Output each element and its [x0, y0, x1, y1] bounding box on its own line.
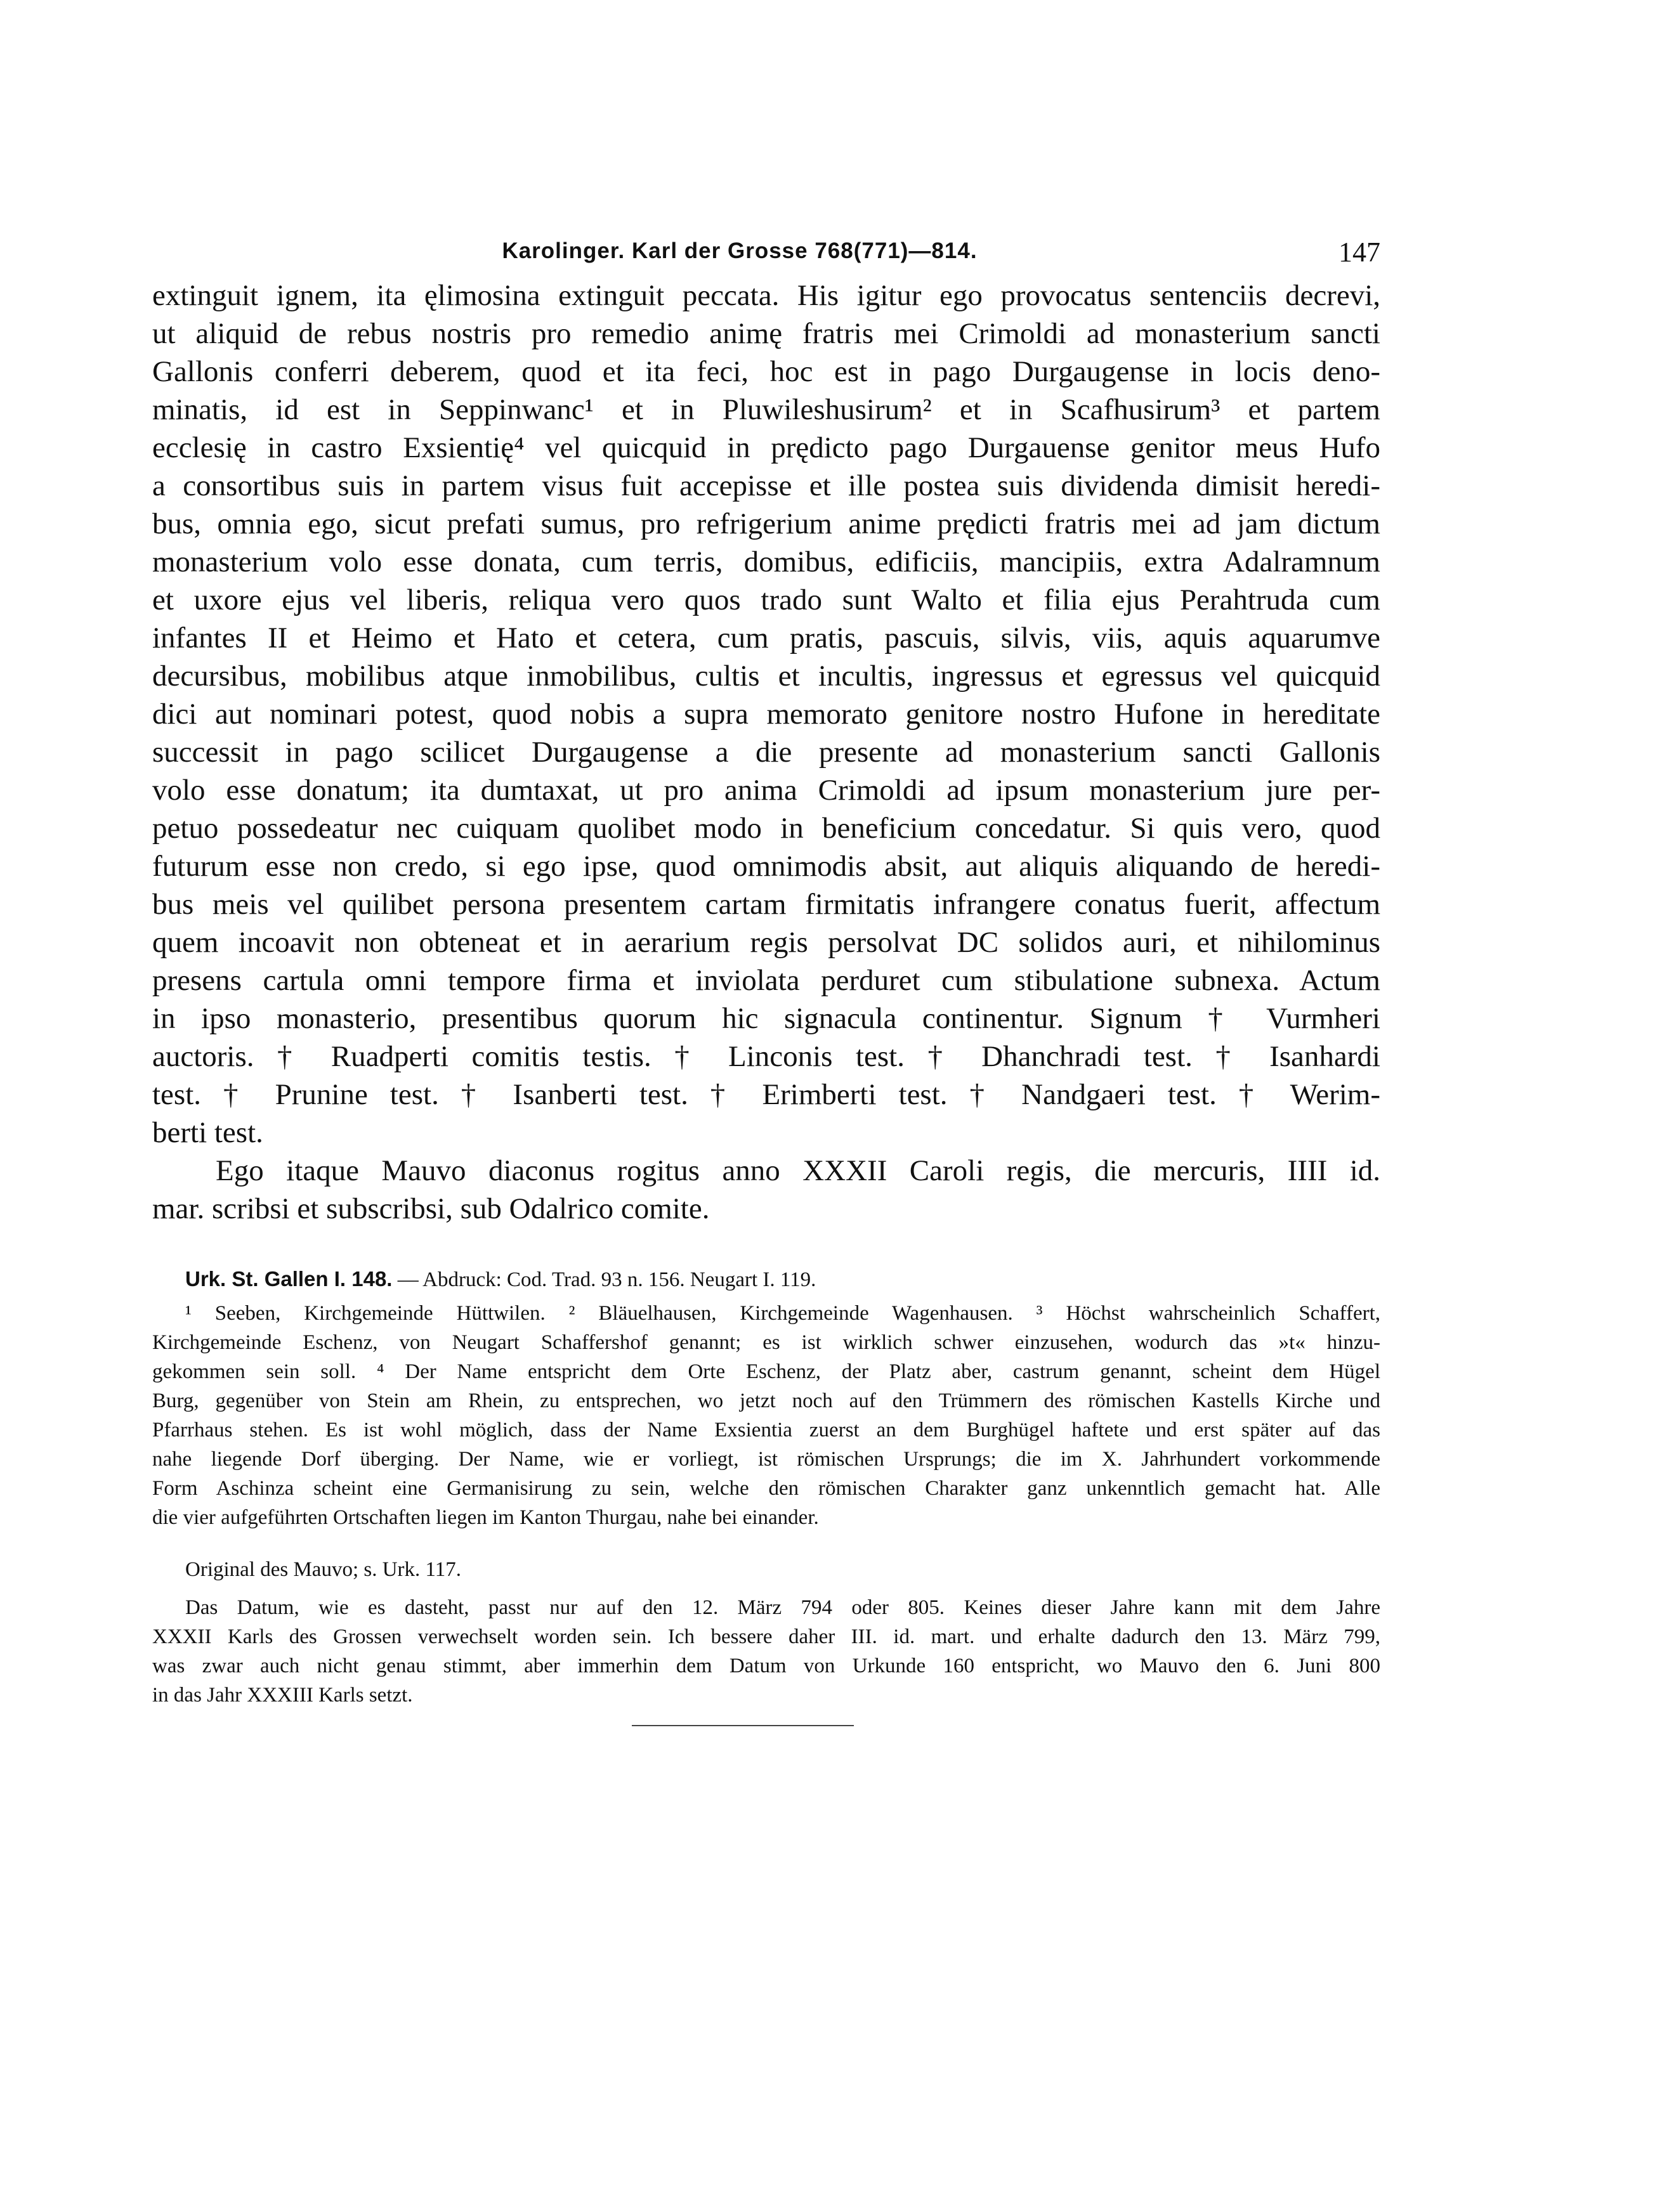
text-line: auctoris. † Ruadperti comitis testis. † Linconis test. † Dhanchradi test. † Isanhardi	[152, 1040, 1380, 1073]
datum-line: Das Datum, wie es dasteht, passt nur auf den 12. März 794 oder 805. Keines dieser Jahre kann mit dem Jahre	[185, 1596, 1380, 1619]
footnote-line: Form Aschinza scheint eine Germanisirung zu sein, welche den römischen Charakter ganz unkenntlich gemacht hat. Alle	[152, 1477, 1380, 1500]
text-line: Gallonis conferri deberem, quod et ita feci, hoc est in pago Durgaugense in locis deno-	[152, 355, 1380, 388]
charter-text	[152, 276, 1380, 1228]
text-line: quem incoavit non obteneat et in aerarium regis persolvat DC solidos auri, et nihilominus	[152, 926, 1380, 959]
page-header	[232, 238, 1380, 276]
running-title: Karolinger. Karl der Grosse 768(771)—814.	[502, 238, 978, 263]
footnotes	[152, 1299, 1380, 1532]
text-line: successit in pago scilicet Durgaugense a die presente ad monasterium sancti Gallonis	[152, 736, 1380, 769]
datum-note	[152, 1593, 1380, 1710]
text-line: ut aliquid de rebus nostris pro remedio animę fratris mei Crimoldi ad monasterium sancti	[152, 317, 1380, 350]
datum-line: was zwar auch nicht genau stimmt, aber immerhin dem Datum von Urkunde 160 entspricht, wo Mauvo den 6. Juni 800	[152, 1655, 1380, 1677]
footnote-line: Burg, gegenüber von Stein am Rhein, zu entsprechen, wo jetzt noch auf den Trümmern des römischen Kastells Kirche und	[152, 1389, 1380, 1412]
text-line: minatis, id est in Seppinwanc¹ et in Pluwileshusirum² et in Scafhusirum³ et partem	[152, 393, 1380, 426]
text-line: futurum esse non credo, si ego ipse, quod omnimodis absit, aut aliquis aliquando de heredi-	[152, 850, 1380, 883]
text-line: monasterium volo esse donata, cum terris, domibus, edificiis, mancipiis, extra Adalramnum	[152, 545, 1380, 578]
footnote-line: Pfarrhaus stehen. Es ist wohl möglich, dass der Name Exsientia zuerst an dem Burghügel haftete und erst später auf das	[152, 1419, 1380, 1441]
footnote-line: nahe liegende Dorf überging. Der Name, wie er vorliegt, ist römischen Ursprungs; die im X. Jahrhundert vorkommende	[152, 1448, 1380, 1471]
datum-line: in das Jahr XXXIII Karls setzt.	[152, 1684, 413, 1707]
text-line: decursibus, mobilibus atque inmobilibus, cultis et incultis, ingressus et egressus vel quicquid	[152, 660, 1380, 693]
footnote-line: gekommen sein soll. ⁴ Der Name entspricht dem Orte Eschenz, der Platz aber, castrum genannt, scheint dem Hügel	[152, 1360, 1380, 1383]
source-ref: Urk. St. Gallen I. 148.	[185, 1267, 393, 1291]
end-rule	[632, 1725, 854, 1726]
text-line: ecclesię in castro Exsientię⁴ vel quicquid in prędicto pago Durgauense genitor meus Hufo	[152, 431, 1380, 464]
text-line: petuo possedeatur nec cuiquam quolibet modo in beneficium concedatur. Si quis vero, quod	[152, 812, 1380, 845]
text-line: berti test.	[152, 1116, 263, 1149]
footnote-line: Kirchgemeinde Eschenz, von Neugart Schaffershof genannt; es ist wirklich schwer einzusehen, wodurch das »t« hinzu-	[152, 1331, 1380, 1354]
source-rest: — Abdruck: Cod. Trad. 93 n. 156. Neugart I. 119.	[392, 1268, 816, 1291]
text-line: dici aut nominari potest, quod nobis a supra memorato genitore nostro Hufone in hereditate	[152, 698, 1380, 731]
original-note: Original des Mauvo; s. Urk. 117.	[185, 1558, 462, 1581]
text-line: et uxore ejus vel liberis, reliqua vero quos trado sunt Walto et filia ejus Perahtruda cum	[152, 583, 1380, 616]
text-line: in ipso monasterio, presentibus quorum hic signacula continentur. Signum † Vurmheri	[152, 1002, 1380, 1035]
footnote-line: die vier aufgeführten Ortschaften liegen im Kanton Thurgau, nahe bei einander.	[152, 1506, 819, 1529]
text-line: bus meis vel quilibet persona presentem cartam firmitatis infrangere conatus fuerit, affectum	[152, 888, 1380, 921]
text-line: presens cartula omni tempore firma et inviolata perduret cum stibulatione subnexa. Actum	[152, 964, 1380, 997]
text-line: test. † Prunine test. † Isanberti test. † Erimberti test. † Nandgaeri test. † Werim-	[152, 1078, 1380, 1111]
text-line: extinguit ignem, ita ęlimosina extinguit peccata. His igitur ego provocatus sentenciis decrevi,	[152, 279, 1380, 312]
text-line: volo esse donatum; ita dumtaxat, ut pro anima Crimoldi ad ipsum monasterium jure per-	[152, 774, 1380, 807]
text-line: Ego itaque Mauvo diaconus rogitus anno XXXII Caroli regis, die mercuris, IIII id.	[216, 1154, 1380, 1187]
text-line: a consortibus suis in partem visus fuit accepisse et ille postea suis dividenda dimisit heredi-	[152, 469, 1380, 502]
text-line: infantes II et Heimo et Hato et cetera, cum pratis, pascuis, silvis, viis, aquis aquarumve	[152, 621, 1380, 654]
text-line: bus, omnia ego, sicut prefati sumus, pro refrigerium anime prędicti fratris mei ad jam dictum	[152, 507, 1380, 540]
text-line: mar. scribsi et subscribsi, sub Odalrico comite.	[152, 1192, 710, 1225]
footnote-line: ¹ Seeben, Kirchgemeinde Hüttwilen. ² Bläuelhausen, Kirchgemeinde Wagenhausen. ³ Höchst wahrscheinlich Schaffert,	[185, 1302, 1380, 1325]
datum-line: XXXII Karls des Grossen verwechselt worden sein. Ich bessere daher III. id. mart. und erhalte dadurch den 13. März 799,	[152, 1625, 1380, 1648]
page-number: 147	[1338, 237, 1380, 268]
source-reference	[185, 1263, 1380, 1296]
